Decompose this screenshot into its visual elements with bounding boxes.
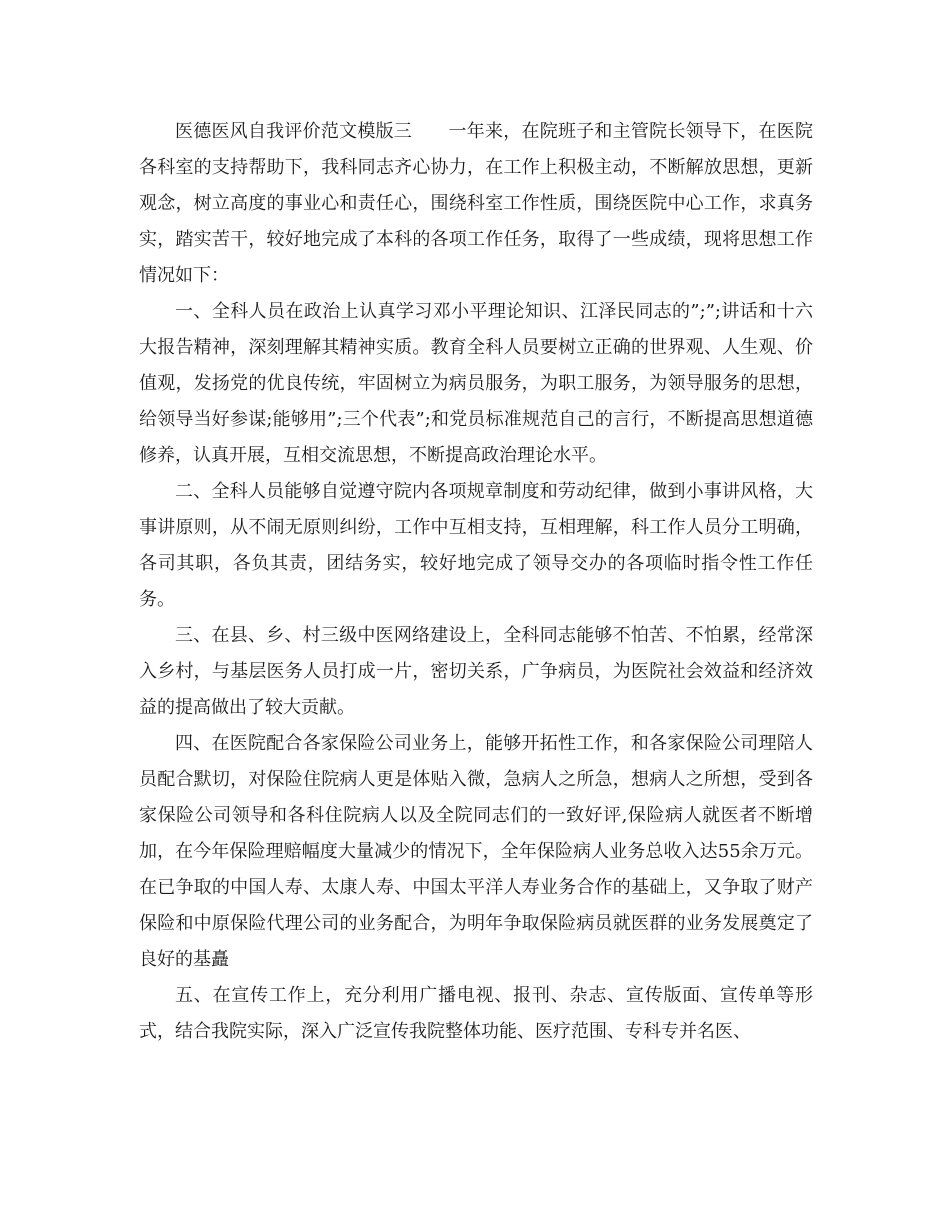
paragraph-1: 一、全科人员在政治上认真学习邓小平理论知识、江泽民同志的”;”;讲话和十六大报告精神，深刻理解其精神实质。教育全科人员要树立正确的世界观、人生观、价值观，发扬党的优良传统，牢固树立为病员服务，为职工服务，为领导服务的思想，给领导当好参谋;能够用”;三个代表”;和党员标准规范自己的言行，不断提高思想道德修养，认真开展，互相交流思想，不断提高政治理论水平。 (139, 301, 813, 466)
paragraph-3: 三、在县、乡、村三级中医网络建设上，全科同志能够不怕苦、不怕累，经常深入乡村，与基层医务人员打成一片，密切关系，广争病员，为医院社会效益和经济效益的提高做出了较大贡献。 (139, 625, 813, 718)
paragraph-4: 四、在医院配合各家保险公司业务上，能够开拓性工作，和各家保险公司理陪人员配合默切，对保险住院病人更是体贴入微，急病人之所急，想病人之所想，受到各家保险公司领导和各科住院病人以及全院同志们的一致好评,保险病人就医者不断增加，在今年保险理赔幅度大量减少的情况下，全年保险病人业务总收入达55余万元。在已争取的中国人寿、太康人寿、中国太平洋人寿业务合作的基础上，又争取了财产保险和中原保险代理公司的业务配合，为明年争取保险病员就医群的业务发展奠定了良好的基矗 (139, 733, 813, 970)
document-body (139, 114, 813, 1050)
paragraph-5: 五、在宣传工作上，充分利用广播电视、报刊、杂志、宣传版面、宣传单等形式，结合我院实际，深入广泛宣传我院整体功能、医疗范围、专科专并名医、 (139, 985, 813, 1042)
paragraph-2: 二、全科人员能够自觉遵守院内各项规章制度和劳动纪律，做到小事讲风格，大事讲原则，从不闹无原则纠纷，工作中互相支持，互相理解，科工作人员分工明确，各司其职，各负其责，团结务实，较好地完成了领导交办的各项临时指令性工作任务。 (139, 481, 813, 610)
paragraph-intro: 医德医风自我评价范文模版三 一年来，在院班子和主管院长领导下，在医院各科室的支持帮助下，我科同志齐心协力，在工作上积极主动，不断解放思想，更新观念，树立高度的事业心和责任心，围绕科室工作性质，围绕医院中心工作，求真务实，踏实苦干，较好地完成了本科的各项工作任务，取得了一些成绩，现将思想工作情况如下： (139, 121, 813, 286)
